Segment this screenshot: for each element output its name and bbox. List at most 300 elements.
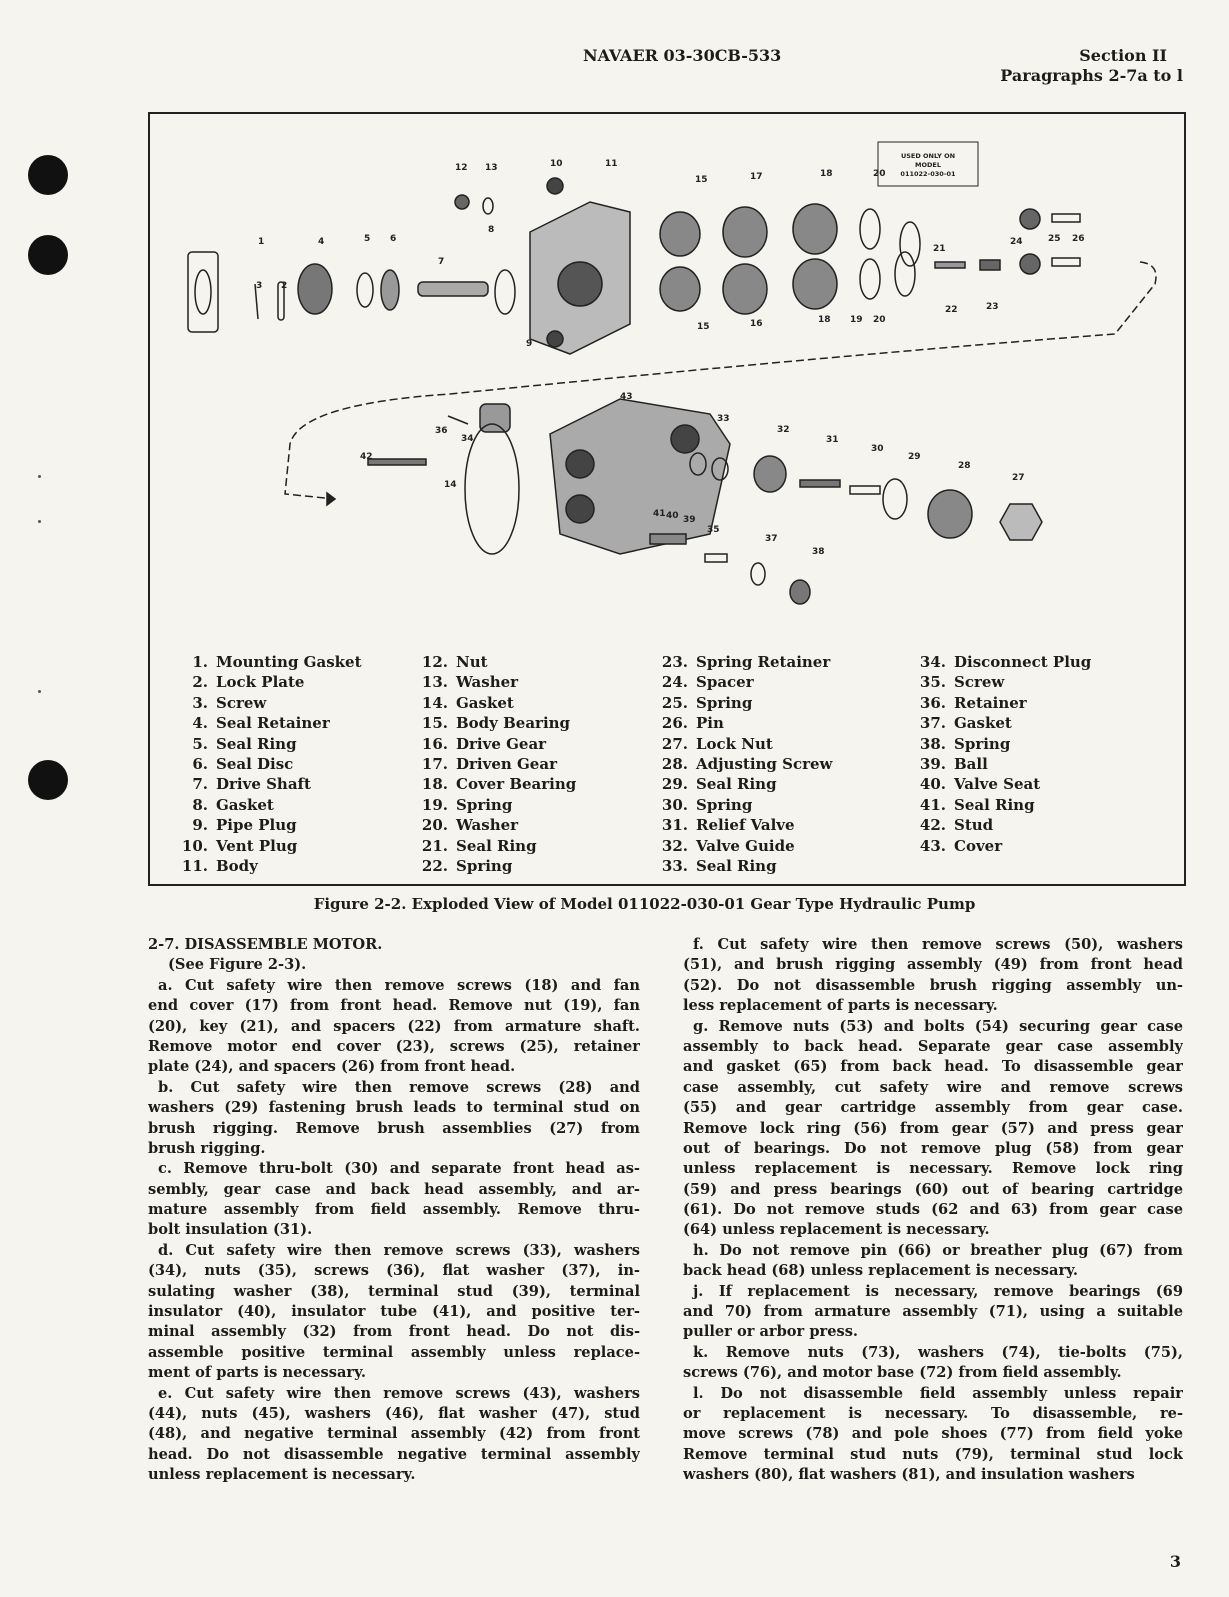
pipe-plug-part [547, 331, 563, 347]
parts-list-item [170, 836, 362, 856]
part-name: Washer [456, 673, 519, 692]
callout: 42 [360, 452, 373, 462]
parts-list-item [410, 652, 576, 672]
paragraph [148, 955, 640, 975]
parts-list-item [170, 856, 362, 876]
paragraph [148, 976, 640, 1078]
part-number: 10. [181, 836, 208, 855]
part-number: 6. [192, 754, 208, 773]
text-line: less replacement of parts is necessary. [683, 997, 998, 1015]
callout: 20 [873, 315, 886, 325]
part-number: 28. [661, 754, 688, 773]
text-line: f. Cut safety wire then remove screws (50), washers [693, 936, 1183, 953]
part-name: Seal Retainer [216, 714, 330, 733]
part-name: Body Bearing [456, 714, 571, 733]
parts-list-item [908, 774, 1091, 794]
parts-list-item [410, 774, 576, 794]
part-name: Screw [954, 673, 1005, 692]
text-line: (55) and gear cartridge assembly from gear case. [683, 1099, 1183, 1117]
callout: 12 [455, 163, 468, 173]
part-number: 34. [919, 653, 946, 671]
part-number: 29. [661, 775, 688, 794]
callout: 23 [986, 302, 999, 312]
paragraph [148, 1384, 640, 1486]
text-line: (20), key (21), and spacers (22) from armature shaft. [148, 1017, 640, 1035]
callout: 27 [1012, 473, 1025, 483]
page-number: 3 [1169, 1552, 1181, 1571]
part-name: Lock Plate [216, 673, 305, 692]
spring-part [935, 262, 965, 268]
part-name: Spring [954, 734, 1011, 753]
part-name: Nut [456, 653, 488, 671]
part-number: 40. [919, 775, 946, 794]
seal-disc-part [381, 270, 399, 310]
parts-list-item [410, 713, 576, 733]
gear-group [660, 204, 837, 314]
parts-list-item [410, 815, 576, 835]
text-line: 2-7. DISASSEMBLE MOTOR. [148, 936, 383, 953]
callout: 34 [461, 434, 474, 444]
parts-list-item [170, 672, 362, 692]
part-number: 15. [421, 714, 448, 733]
part-name: Cover [954, 836, 1003, 855]
exploded-view-figure [148, 112, 1186, 886]
washer-part [860, 259, 880, 299]
text-line: (See Figure 2-3). [168, 956, 307, 974]
part-name: Gasket [216, 795, 274, 814]
callout: 11 [605, 159, 618, 169]
part-number: 33. [661, 856, 688, 875]
part-name: Mounting Gasket [216, 653, 362, 671]
note-line: 011022-030-01 [900, 170, 956, 178]
vent-plug-part [547, 178, 563, 194]
parts-list-item [650, 815, 832, 835]
text-line: minal assembly (32) from front head. Do not dis- [148, 1323, 640, 1341]
callout: 24 [1010, 237, 1023, 247]
part-number: 4. [192, 714, 208, 733]
nut-part [455, 195, 469, 209]
parts-list-item [650, 713, 832, 733]
seal-ring-part [900, 222, 920, 266]
spring-part [850, 486, 880, 494]
part-number: 42. [919, 816, 946, 835]
text-line: (34), nuts (35), screws (36), flat washer (37), in- [148, 1262, 640, 1280]
callout: 2 [281, 281, 288, 291]
text-line: case assembly, cut safety wire and remove screws [683, 1078, 1183, 1096]
parts-list-item [170, 693, 362, 713]
callout: 10 [550, 159, 563, 169]
spring-part [705, 554, 727, 562]
callout: 15 [695, 175, 708, 185]
text-line: (59) and press bearings (60) out of bearing cartridge [683, 1180, 1183, 1198]
parts-list-item [650, 856, 832, 876]
parts-list-item [410, 795, 576, 815]
parts-list-item [908, 672, 1091, 692]
parts-list-item [908, 754, 1091, 774]
part-number: 7. [192, 775, 208, 794]
text-line: (64) unless replacement is necessary. [683, 1221, 990, 1239]
cover-port [671, 425, 699, 453]
text-line: unless replacement is necessary. Remove lock ring [683, 1160, 1183, 1178]
part-name: Valve Guide [696, 836, 795, 855]
part-number: 11. [181, 856, 208, 875]
part-number: 26. [661, 714, 688, 733]
parts-list-item [410, 856, 576, 876]
part-number: 2. [192, 673, 208, 692]
parts-list-item [170, 774, 362, 794]
parts-list-item [650, 672, 832, 692]
part-name: Disconnect Plug [954, 653, 1092, 671]
parts-list-item [908, 836, 1091, 856]
parts-list-item [908, 713, 1091, 733]
drive-shaft-part [418, 282, 488, 296]
part-name: Valve Seat [954, 775, 1041, 794]
text-line: (61). Do not remove studs (62 and 63) from gear case [683, 1201, 1183, 1219]
callout: 18 [820, 169, 833, 179]
spring-part [1052, 258, 1080, 266]
part-name: Retainer [954, 693, 1027, 712]
arrow-icon [327, 493, 335, 505]
part-number: 22. [421, 856, 448, 875]
callout: 7 [438, 257, 445, 267]
seal-ring-part [895, 252, 915, 296]
callout: 39 [683, 515, 696, 525]
stud-part [368, 459, 426, 465]
parts-list-item [908, 652, 1091, 672]
valve-parts [650, 534, 686, 544]
parts-list-item [650, 734, 832, 754]
paragraph [683, 1384, 1183, 1486]
text-line: or replacement is necessary. To disassemble, re- [683, 1404, 1183, 1422]
callout: 16 [750, 319, 763, 329]
text-line: move screws (78) and pole shoes (77) from field yoke [683, 1425, 1183, 1443]
part-name: Washer [456, 816, 519, 835]
part-number: 23. [661, 653, 688, 671]
text-line: and 70) from armature assembly (71), using a suitable [683, 1303, 1183, 1321]
cover-port [566, 450, 594, 478]
part-name: Spacer [696, 673, 754, 692]
part-number: 31. [661, 816, 688, 835]
parts-list-item [170, 652, 362, 672]
callout: 29 [908, 452, 921, 462]
part-number: 24. [661, 673, 688, 692]
part-name: Seal Disc [216, 754, 294, 773]
binder-hole [28, 760, 68, 800]
text-line: l. Do not disassemble field assembly unless repair [693, 1384, 1183, 1402]
adjusting-screw-part [928, 490, 972, 538]
parts-list-item [650, 774, 832, 794]
text-line: and gasket (65) from back head. To disassemble gear [683, 1058, 1183, 1076]
callout: 1 [258, 237, 265, 247]
gasket-part [495, 270, 515, 314]
paragraph [148, 1241, 640, 1384]
callout: 15 [697, 322, 710, 332]
callout: 4 [318, 237, 325, 247]
part-name: Vent Plug [216, 836, 298, 855]
part-number: 1. [192, 653, 208, 671]
text-line: head. Do not disassemble negative terminal assembly [148, 1445, 640, 1463]
text-line: (51), and brush rigging assembly (49) from front head [683, 956, 1183, 974]
text-line: (52). Do not disassemble brush rigging assembly un- [683, 976, 1183, 994]
text-line: out of bearings. Do not remove plug (58) from gear [683, 1139, 1183, 1157]
text-line: (44), nuts (45), washers (46), flat washer (47), stud [148, 1404, 640, 1422]
callout: 25 [1048, 234, 1061, 244]
part-number: 25. [661, 693, 688, 712]
callout: 35 [707, 525, 720, 535]
part-name: Spring Retainer [696, 653, 831, 671]
part-number: 8. [192, 795, 208, 814]
part-name: Cover Bearing [456, 775, 577, 794]
part-name: Spring [696, 693, 753, 712]
part-name: Screw [216, 693, 267, 712]
paragraph [683, 935, 1183, 1017]
callout: 6 [390, 234, 397, 244]
callout: 9 [526, 339, 533, 349]
text-line: Remove lock ring (56) from gear (57) and press gear [683, 1119, 1183, 1137]
spring-part [1052, 214, 1080, 222]
part-number: 36. [919, 693, 946, 712]
callout: 28 [958, 461, 971, 471]
part-name: Spring [456, 856, 513, 875]
callout: 38 [812, 547, 825, 557]
text-line: washers (80), flat washers (81), and insulation washers [683, 1466, 1135, 1484]
text-line: k. Remove nuts (73), washers (74), tie-bolts (75), [693, 1343, 1183, 1361]
parts-list-column [170, 652, 362, 876]
paragraph [683, 1241, 1183, 1282]
text-line: insulator (40), insulator tube (41), and positive ter- [148, 1303, 640, 1321]
paragraph [683, 1282, 1183, 1343]
part-name: Gasket [456, 693, 514, 712]
body-column-right [683, 935, 1183, 1486]
spacer-part [1020, 209, 1040, 229]
parts-list-item [908, 693, 1091, 713]
text-line: screws (76), and motor base (72) from field assembly. [683, 1364, 1122, 1382]
part-name: Drive Gear [456, 734, 547, 753]
callout: 43 [620, 392, 633, 402]
lock-nut-part [1000, 504, 1042, 540]
callout: 21 [933, 244, 946, 254]
part-name: Pipe Plug [216, 816, 297, 835]
note-line: USED ONLY ON [900, 152, 956, 160]
part-number: 9. [192, 816, 208, 835]
part-name: Driven Gear [456, 754, 557, 773]
spring-retainer-part [980, 260, 1000, 270]
body-column-left [148, 935, 640, 1486]
text-line: assemble positive terminal assembly unless replace- [148, 1343, 640, 1361]
part-name: Lock Nut [696, 734, 773, 753]
parts-list-item [650, 693, 832, 713]
callout: 18 [818, 315, 831, 325]
retainer-part [448, 416, 468, 424]
callout: 36 [435, 426, 448, 436]
callout: 26 [1072, 234, 1085, 244]
parts-list-column [410, 652, 576, 876]
part-number: 30. [661, 795, 688, 814]
valve-guide-part [754, 456, 786, 492]
text-line: b. Cut safety wire then remove screws (28) and [158, 1078, 640, 1096]
paragraph [148, 1159, 640, 1241]
note-line: MODEL [915, 161, 941, 169]
washer-part [483, 198, 493, 214]
parts-list-item [650, 652, 832, 672]
parts-list-item [908, 815, 1091, 835]
part-number: 32. [661, 836, 688, 855]
text-line: Remove motor end cover (23), screws (25), retainer [148, 1037, 640, 1055]
text-line: (48), and negative terminal assembly (42) from front [148, 1425, 640, 1443]
part-name: Gasket [954, 714, 1012, 733]
callout: 22 [945, 305, 958, 315]
parts-list-item [170, 754, 362, 774]
speck [38, 475, 41, 478]
callout: 37 [765, 534, 778, 544]
text-line: e. Cut safety wire then remove screws (43), washers [158, 1384, 640, 1402]
paragraph [148, 1078, 640, 1160]
part-number: 5. [192, 734, 208, 753]
text-line: j. If replacement is necessary, remove bearings (69 [693, 1282, 1183, 1300]
part-number: 16. [421, 734, 448, 753]
callout: 20 [873, 169, 886, 179]
text-line: washers (29) fastening brush leads to terminal stud on [148, 1099, 640, 1117]
callout: 5 [364, 234, 371, 244]
section-label: Section II [1079, 46, 1167, 65]
parts-list-item [410, 693, 576, 713]
parts-list-item [410, 672, 576, 692]
part-name: Relief Valve [696, 816, 795, 835]
parts-list-item [908, 795, 1091, 815]
part-number: 13. [421, 673, 448, 692]
text-line: bolt insulation (31). [148, 1221, 313, 1239]
parts-list-item [650, 836, 832, 856]
part-name: Body [216, 856, 258, 875]
callout: 40 [666, 511, 679, 521]
part-number: 12. [421, 653, 448, 671]
parts-list-item [410, 754, 576, 774]
text-line: g. Remove nuts (53) and bolts (54) securing gear case [693, 1017, 1183, 1035]
speck [38, 520, 41, 523]
text-line: h. Do not remove pin (66) or breather plug (67) from [693, 1241, 1183, 1259]
callout: 13 [485, 163, 498, 173]
speck [38, 690, 41, 693]
callout: 8 [488, 225, 495, 235]
callout: 3 [256, 281, 263, 291]
text-line: plate (24), and spacers (26) from front head. [148, 1058, 516, 1076]
document-number: NAVAER 03-30CB-533 [583, 46, 782, 65]
part-name: Seal Ring [696, 856, 777, 875]
part-number: 19. [421, 795, 448, 814]
text-line: a. Cut safety wire then remove screws (18) and fan [158, 976, 640, 994]
text-line: sembly, gear case and back head assembly, and ar- [148, 1180, 640, 1198]
parts-list-item [170, 713, 362, 733]
part-name: Pin [696, 714, 724, 733]
part-number: 17. [421, 754, 448, 773]
parts-list-item [650, 795, 832, 815]
part-number: 20. [421, 816, 448, 835]
text-line: d. Cut safety wire then remove screws (33), washers [158, 1241, 640, 1259]
callout: 14 [444, 480, 457, 490]
seal-ring-part [883, 479, 907, 519]
relief-valve-part [800, 480, 840, 487]
retainer-part [790, 580, 810, 604]
mounting-gasket-part [188, 252, 218, 332]
part-number: 18. [421, 775, 448, 794]
text-line: c. Remove thru-bolt (30) and separate front head as- [158, 1160, 640, 1178]
binder-hole [28, 235, 68, 275]
part-number: 35. [919, 673, 946, 692]
text-line: brush rigging. Remove brush assemblies (27) from [148, 1119, 640, 1137]
figure-caption: Figure 2-2. Exploded View of Model 011022-030-01 Gear Type Hydraulic Pump [313, 895, 976, 913]
text-line: end cover (17) from front head. Remove nut (19), fan [148, 997, 640, 1015]
part-number: 41. [919, 795, 946, 814]
part-number: 38. [919, 734, 946, 753]
parts-list-item [170, 795, 362, 815]
part-number: 43. [919, 836, 946, 855]
body-bore [558, 262, 602, 306]
callout: 30 [871, 444, 884, 454]
part-number: 21. [421, 836, 448, 855]
text-line: unless replacement is necessary. [148, 1466, 416, 1484]
callout: 17 [750, 172, 763, 182]
paragraph [683, 1017, 1183, 1241]
callout: 41 [653, 509, 666, 519]
gasket-part [751, 563, 765, 585]
part-number: 27. [661, 734, 688, 753]
part-name: Seal Ring [456, 836, 537, 855]
exploded-view-drawing [150, 114, 1188, 654]
parts-list-item [170, 815, 362, 835]
seal-ring-part [357, 273, 373, 307]
text-line: sulating washer (38), terminal stud (39), terminal [148, 1282, 640, 1300]
paragraph [683, 1343, 1183, 1384]
part-name: Ball [954, 754, 988, 773]
paragraphs-label: Paragraphs 2-7a to l [1000, 66, 1183, 85]
parts-list-item [170, 734, 362, 754]
part-number: 14. [421, 693, 448, 712]
text-line: ment of parts is necessary. [148, 1364, 367, 1382]
callout: 19 [850, 315, 863, 325]
callout: 31 [826, 435, 839, 445]
part-name: Seal Ring [696, 775, 777, 794]
parts-list-item [650, 754, 832, 774]
cover-port [566, 495, 594, 523]
part-number: 3. [192, 693, 208, 712]
gasket-hole [195, 270, 211, 314]
parts-list-column [908, 652, 1091, 856]
disconnect-plug-part [480, 404, 510, 432]
paragraph [148, 935, 640, 955]
callout: 33 [717, 414, 730, 424]
part-number: 37. [919, 714, 946, 733]
part-number: 39. [919, 754, 946, 773]
washer-part [860, 209, 880, 249]
text-line: assembly to back head. Separate gear case assembly [683, 1037, 1183, 1055]
part-name: Stud [954, 816, 994, 835]
spacer-part [1020, 254, 1040, 274]
text-line: Remove terminal stud nuts (79), terminal stud lock [683, 1445, 1183, 1463]
text-line: puller or arbor press. [683, 1323, 859, 1341]
text-line: mature assembly from field assembly. Remove thru- [148, 1201, 640, 1219]
parts-list-item [410, 836, 576, 856]
part-name: Seal Ring [954, 795, 1035, 814]
seal-retainer-part [298, 264, 332, 314]
part-name: Adjusting Screw [696, 754, 833, 773]
part-name: Drive Shaft [216, 775, 311, 794]
part-name: Spring [696, 795, 753, 814]
callout: 32 [777, 425, 790, 435]
parts-list-column [650, 652, 832, 876]
binder-hole [28, 155, 68, 195]
part-name: Seal Ring [216, 734, 297, 753]
text-line: back head (68) unless replacement is necessary. [683, 1262, 1079, 1280]
